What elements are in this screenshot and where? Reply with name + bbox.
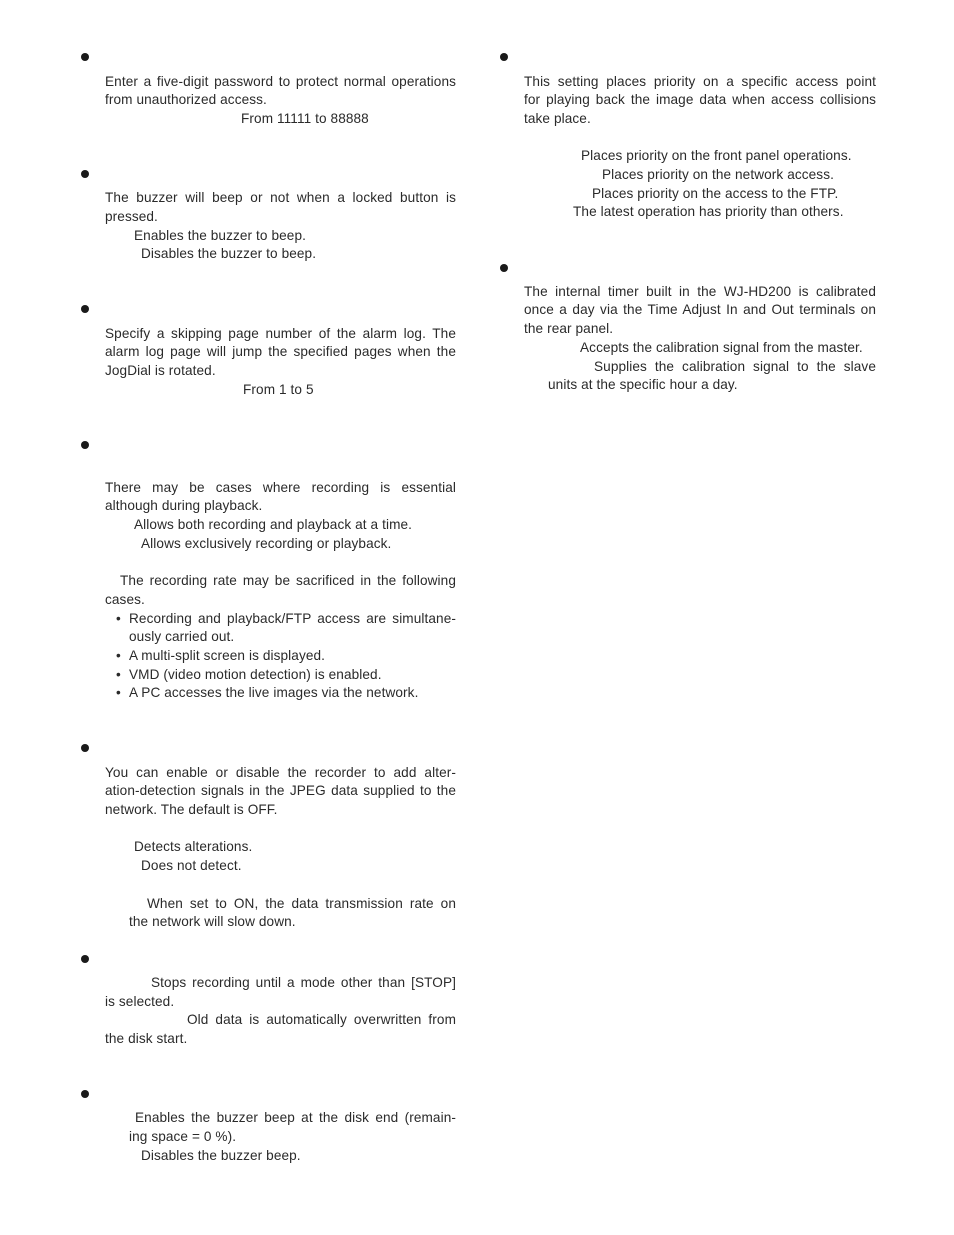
bullet-icon — [81, 53, 89, 61]
list-bullet-icon: • — [116, 611, 121, 626]
option-panel: Places priority on the front panel operations. — [581, 148, 852, 163]
bullet-icon — [81, 744, 89, 752]
option-continue: Old data is automatically overwritten from — [187, 1012, 456, 1027]
text-line: once a day via the Time Adjust In and Out terminals on — [524, 302, 876, 317]
option-stop: Stops recording until a mode other than [STOP] — [151, 975, 456, 990]
option-latest: The latest operation has priority than others. — [573, 204, 844, 219]
option-off: Disables the buzzer to beep. — [141, 246, 317, 261]
option-on: Allows both recording and playback at a time. — [134, 517, 413, 532]
text-line: This setting places priority on a specific access point — [524, 74, 876, 89]
text-line: The buzzer will beep or not when a locked button is — [105, 190, 456, 205]
text-line: ation-detection signals in the JPEG data supplied to the — [105, 783, 456, 798]
option-on: Detects alterations. — [134, 839, 253, 854]
option-off: Allows exclusively recording or playback. — [141, 536, 392, 551]
option-master: Supplies the calibration signal to the slave — [594, 359, 876, 374]
bullet-icon — [81, 1090, 89, 1098]
text-line: for playing back the image data when access collisions — [524, 92, 876, 107]
text-line: from unauthorized access. — [105, 92, 267, 107]
bullet-icon — [81, 170, 89, 178]
value-range: From 11111 to 88888 — [241, 111, 369, 126]
option-on: ing space = 0 %). — [129, 1129, 237, 1144]
option-off: Does not detect. — [141, 858, 242, 873]
bullet-icon — [81, 955, 89, 963]
list-item: ously carried out. — [129, 629, 235, 644]
option-continue: the disk start. — [105, 1031, 188, 1046]
list-bullet-icon: • — [116, 648, 121, 663]
option-master: units at the specific hour a day. — [548, 377, 738, 392]
option-ftp: Places priority on the access to the FTP. — [592, 186, 839, 201]
text-line: JogDial is rotated. — [105, 363, 216, 378]
option-off: Disables the buzzer beep. — [141, 1148, 301, 1163]
option-slave: Accepts the calibration signal from the master. — [580, 340, 863, 355]
bullet-icon — [81, 441, 89, 449]
bullet-icon — [500, 53, 508, 61]
text-line: alarm log page will jump the specified pages when the — [105, 344, 456, 359]
text-line: pressed. — [105, 209, 158, 224]
list-bullet-icon: • — [116, 685, 121, 700]
text-line: The internal timer built in the WJ-HD200 is calibrated — [524, 284, 876, 299]
text-line: Enter a five-digit password to protect normal operations — [105, 74, 456, 89]
list-bullet-icon: • — [116, 667, 121, 682]
list-item: A multi-split screen is displayed. — [129, 648, 326, 663]
note-text: cases. — [105, 592, 145, 607]
text-line: Specify a skipping page number of the alarm log. The — [105, 326, 456, 341]
text-line: take place. — [524, 111, 591, 126]
text-line: You can enable or disable the recorder to add alter- — [105, 765, 456, 780]
option-on: Enables the buzzer beep at the disk end (remain- — [135, 1110, 456, 1125]
list-item: A PC accesses the live images via the network. — [129, 685, 419, 700]
text-line: network. The default is OFF. — [105, 802, 278, 817]
option-on: Enables the buzzer to beep. — [134, 228, 306, 243]
bullet-icon — [500, 264, 508, 272]
bullet-icon — [81, 305, 89, 313]
list-item: VMD (video motion detection) is enabled. — [129, 667, 382, 682]
note-text: The recording rate may be sacrificed in the following — [120, 573, 456, 588]
note-text: When set to ON, the data transmission rate on — [147, 896, 456, 911]
value-range: From 1 to 5 — [243, 382, 314, 397]
option-stop: is selected. — [105, 994, 175, 1009]
text-line: There may be cases where recording is essential — [105, 480, 456, 495]
text-line: the rear panel. — [524, 321, 614, 336]
option-network: Places priority on the network access. — [602, 167, 834, 182]
text-line: although during playback. — [105, 498, 263, 513]
list-item: Recording and playback/FTP access are simultane- — [129, 611, 456, 626]
note-text: the network will slow down. — [129, 914, 296, 929]
